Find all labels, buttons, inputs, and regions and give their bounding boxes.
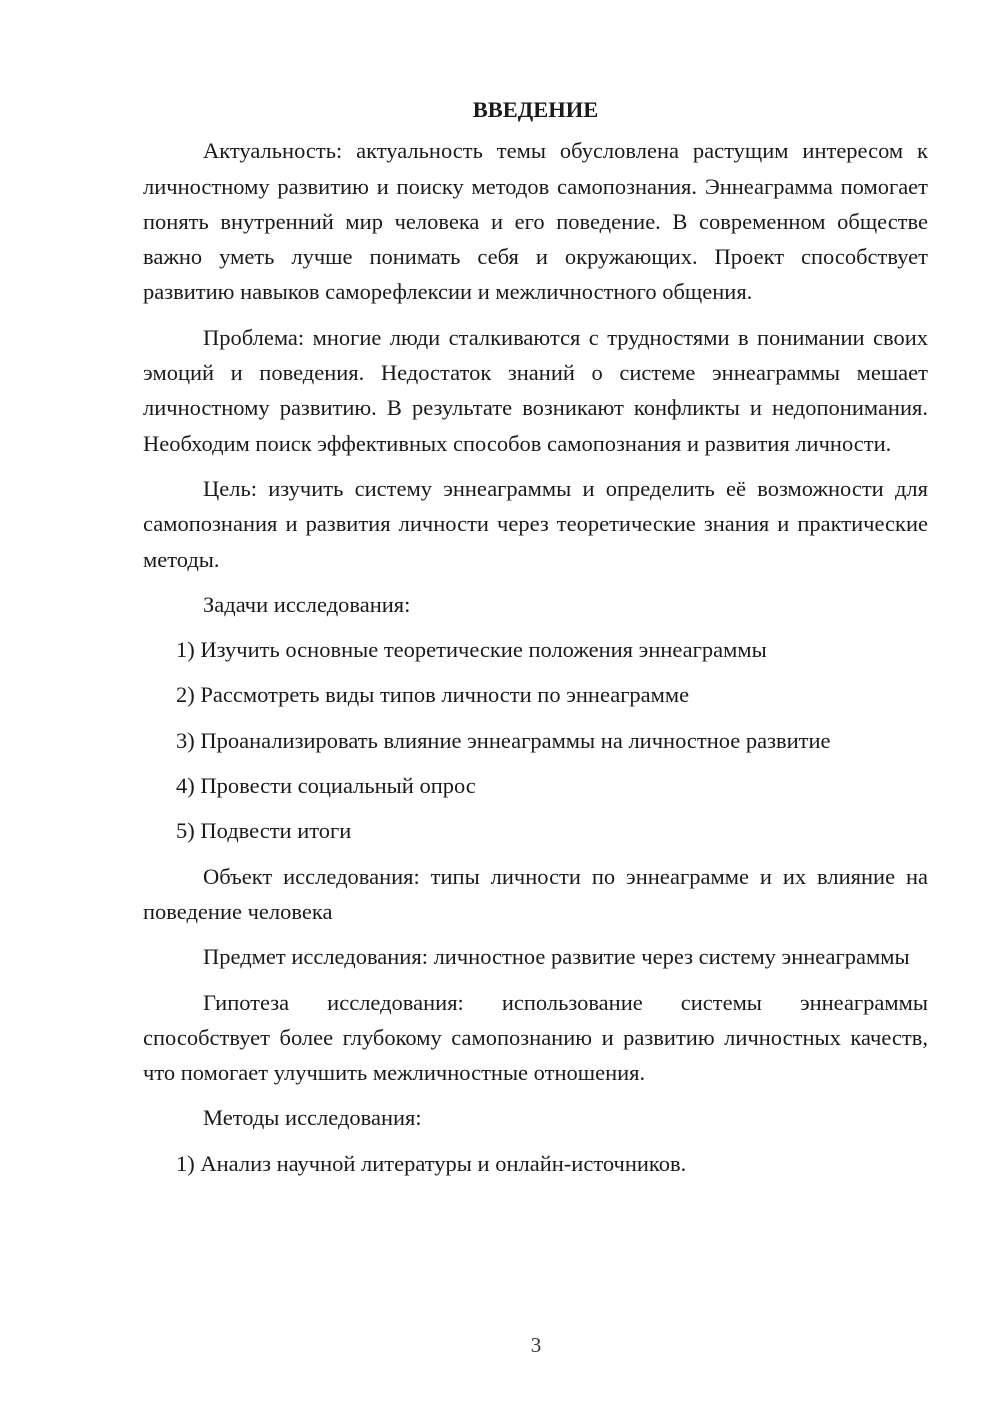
- object-paragraph: Объект исследования: типы личности по эннеаграмме и их влияние на поведение человека: [143, 863, 928, 924]
- page-title: ВВЕДЕНИЕ: [472, 97, 599, 122]
- relevance-paragraph: Актуальность: актуальность темы обусловлена растущим интересом к личностному развитию и поиску методов самопознания. Эннеаграмма помогает понять внутренний мир человека и его поведение. В современном обществе важно уметь лучше понимать себя и окружающих. Проект способствует развитию навыков саморефлексии и межличностного общения.: [143, 138, 928, 305]
- list-item: 4) Провести социальный опрос: [176, 773, 476, 799]
- list-item: 2) Рассмотреть виды типов личности по эннеаграмме: [176, 682, 690, 708]
- subject-paragraph: Предмет исследования: личностное развитие через систему эннеаграммы: [203, 944, 910, 970]
- methods-list: [143, 1146, 928, 1181]
- list-item: 5) Подвести итоги: [176, 818, 352, 844]
- tasks-list: [143, 632, 928, 848]
- list-item: 1) Анализ научной литературы и онлайн-источников.: [176, 1150, 687, 1176]
- page-number: 3: [530, 1333, 542, 1357]
- problem-paragraph: Проблема: многие люди сталкиваются с трудностями в понимании своих эмоций и поведения. Недостаток знаний о системе эннеаграммы мешает личностному развитию. В результате возникают конфликты и недопонимания. Необходим поиск эффективных способов самопознания и развития личности.: [143, 324, 928, 456]
- document-page: [143, 92, 928, 1191]
- list-item: 3) Проанализировать влияние эннеаграммы на личностное развитие: [176, 727, 831, 753]
- methods-heading: Методы исследования:: [203, 1105, 422, 1131]
- goal-paragraph: Цель: изучить систему эннеаграммы и определить её возможности для самопознания и развития личности через теоретические знания и практические методы.: [143, 475, 928, 572]
- hypothesis-paragraph: Гипотеза исследования: использование системы эннеаграммы способствует более глубокому самопознанию и развитию личностных качеств, что помогает улучшить межличностные отношения.: [143, 989, 928, 1086]
- tasks-heading: Задачи исследования:: [203, 591, 411, 617]
- list-item: 1) Изучить основные теоретические положения эннеаграммы: [176, 637, 767, 663]
